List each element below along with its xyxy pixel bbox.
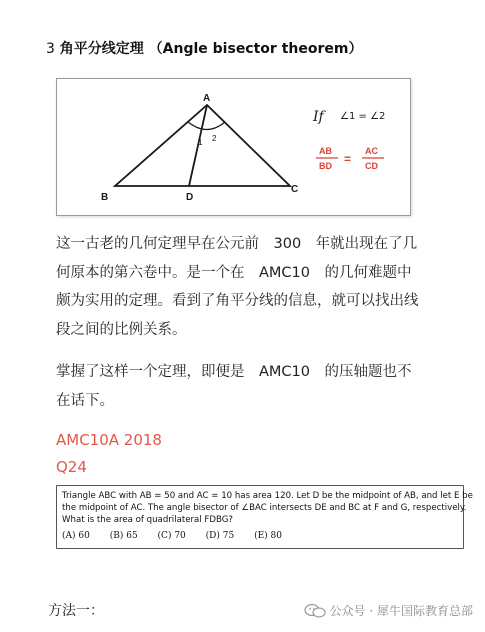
note-if: If bbox=[313, 109, 324, 125]
problem-line-2: the midpoint of AC. The angle bisector of ∠BAC intersects DE and BC at F and G, respectively. bbox=[62, 503, 467, 513]
angle-arc bbox=[188, 122, 225, 130]
ratio-right-numerator: AC bbox=[365, 146, 378, 156]
problem-line-1: Triangle ABC with AB = 50 and AC = 10 has area 120. Let D be the midpoint of AB, and let E be bbox=[62, 491, 473, 501]
section-title: 角平分线定理 bbox=[59, 41, 144, 57]
theorem-figure bbox=[56, 78, 411, 216]
ratio-left-denominator: BD bbox=[319, 161, 332, 171]
watermark-text: 公众号 · 犀牛国际教育总部 bbox=[329, 604, 473, 618]
section-subtitle: （Angle bisector theorem） bbox=[148, 41, 363, 57]
problem-box bbox=[56, 485, 473, 549]
angle-1-label: 1 bbox=[198, 138, 203, 147]
triangle-diagram bbox=[57, 79, 410, 215]
problem-line-3: What is the area of quadrilateral FDBG? bbox=[62, 515, 233, 525]
contest-name: AMC10A 2018 bbox=[56, 431, 162, 449]
choice-e: (E) 80 bbox=[254, 531, 282, 541]
vertex-b-label: B bbox=[101, 192, 109, 203]
question-number: Q24 bbox=[56, 458, 87, 476]
watermark bbox=[304, 602, 473, 619]
vertex-a-label: A bbox=[203, 93, 211, 104]
method-label: 方法一： bbox=[48, 603, 104, 619]
mastery-paragraph: 掌握了这样一个定理，即便是 AMC10 的压轴题也不在话下。 bbox=[56, 364, 412, 409]
section-heading bbox=[46, 38, 362, 58]
choice-d: (D) 75 bbox=[205, 531, 235, 541]
triangle-abc bbox=[115, 105, 290, 186]
intro-paragraph: 这一古老的几何定理早在公元前 300 年就出现在了几何原本的第六卷中。是一个在 AMC10 的几何难题中颇为实用的定理。看到了角平分线的信息，就可以找出线段之间的比例关系。 bbox=[56, 236, 419, 338]
choice-a: (A) 60 bbox=[62, 531, 90, 541]
ratio-left-numerator: AB bbox=[319, 146, 332, 156]
angle-2-label: 2 bbox=[212, 134, 217, 143]
section-number: 3 bbox=[46, 41, 55, 57]
answer-choices bbox=[62, 531, 299, 541]
ratio-equals: = bbox=[344, 152, 352, 166]
ratio-right-denominator: CD bbox=[365, 161, 378, 171]
vertex-c-label: C bbox=[291, 184, 299, 195]
choice-c: (C) 70 bbox=[157, 531, 186, 541]
note-condition: ∠1 = ∠2 bbox=[340, 111, 386, 122]
vertex-d-label: D bbox=[186, 192, 194, 203]
wechat-icon bbox=[304, 604, 326, 618]
choice-b: (B) 65 bbox=[109, 531, 138, 541]
